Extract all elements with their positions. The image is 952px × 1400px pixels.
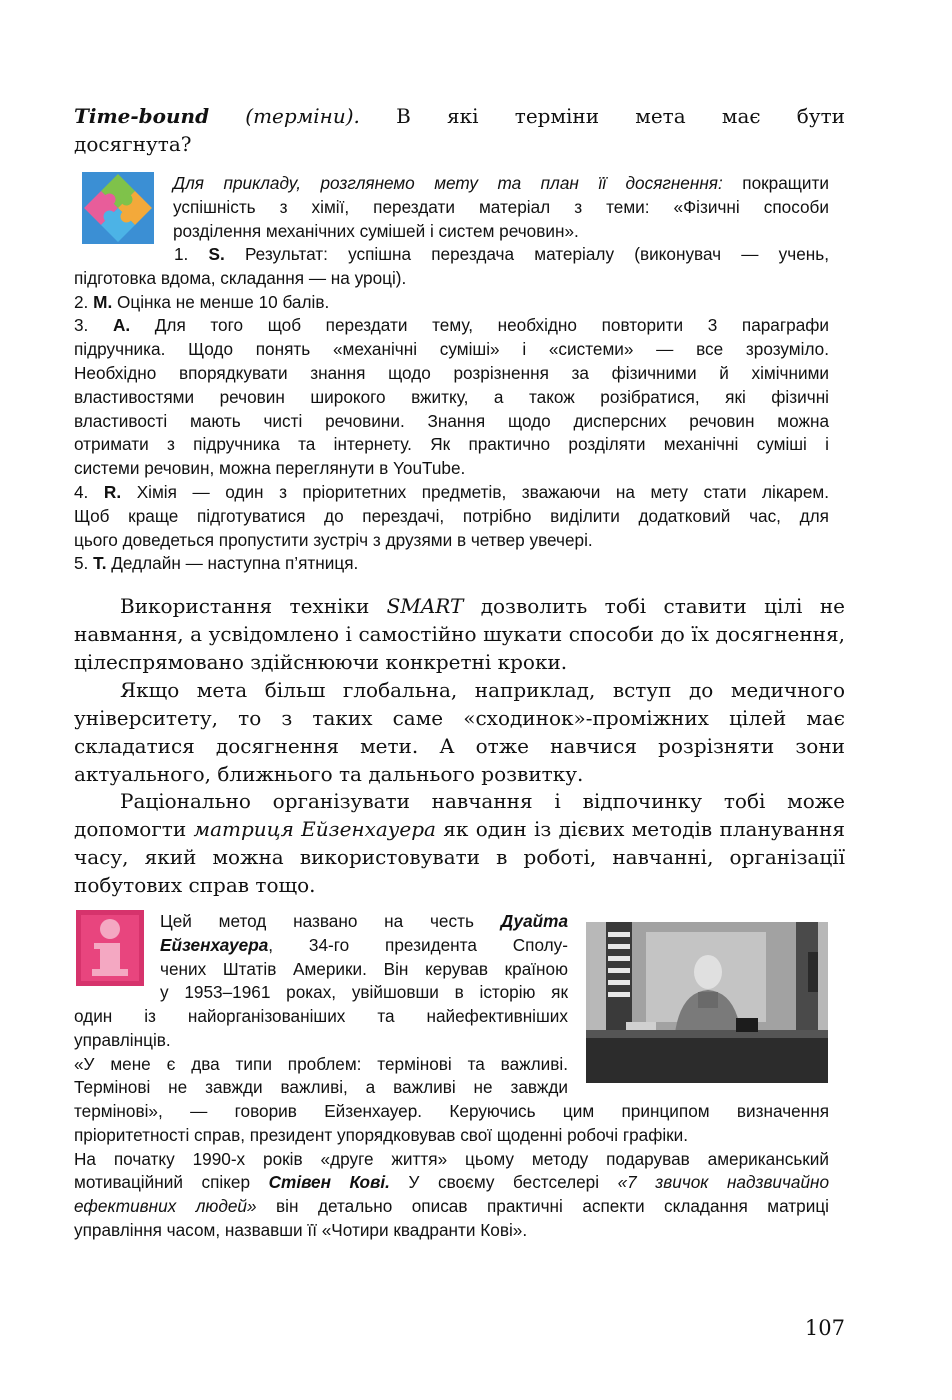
info-text-middle: один із найорганізованіших та найефективніших управлінців. «У мене є два типи проблем: термінові та важливі. Термінові не завжди важливі, а важливі не завжди <box>74 1006 568 1098</box>
eisenhower-surname: Ейзенхауера <box>160 934 269 955</box>
list-item-4-cont: Щоб краще підготуватися до перездачі, потрібно виділити додатковий час, для <box>74 505 829 526</box>
time-bound-paren: (терміни). <box>245 104 360 128</box>
time-bound-question-2: досягнута? <box>74 132 192 156</box>
global-goal-paragraph: Якщо мета більш глобальна, наприклад, вступ до медичного університету, то з таких саме «сходинок»-проміжних цілей має складатися досягнення мети. А отже навчися розрізняти зони актуального, ближнього та дальнього розвитку. <box>74 678 845 786</box>
info-icon <box>76 910 144 986</box>
list-item-1-cont: підготовка вдома, складання — на уроці). <box>74 267 407 288</box>
list-item-4: 4. R. Хімія — один з пріоритетних предметів, зважаючи на мету стати лікарем. <box>74 481 830 502</box>
list-item-3-cont: підручника. Щодо понять «механічні суміші» і «системи» — все зрозуміло. <box>74 339 829 360</box>
list-item-2: 2. M. Оцінка не менше 10 балів. <box>74 291 330 312</box>
covey-name: Стівен Кові. <box>268 1172 390 1193</box>
example-list <box>74 243 829 576</box>
list-item-5: 5. T. Дедлайн — наступна п’ятниця. <box>74 553 359 574</box>
book-title: «7 звичок надзвичайно <box>617 1172 830 1193</box>
eisenhower-photo <box>586 922 828 1083</box>
list-item-3-cont: Необхідно впорядкувати знання щодо розрізнення за фізичними й хімічними <box>74 362 829 383</box>
smart-term: SMART <box>386 594 464 618</box>
list-item-1: 1. S. Результат: успішна перездача матеріалу (виконувач — учень, <box>174 244 829 264</box>
time-bound-question-1: В які терміни мета має бути <box>396 104 845 128</box>
eisenhower-name: Дуайта <box>500 911 569 931</box>
example-line-2: успішність з хімії, перездати матеріал з теми: «Фізичні способи <box>173 196 829 217</box>
list-item-3-cont: системи речовин, можна переглянути в YouTube. <box>74 458 466 479</box>
smart-paragraph: Використання техніки SMART дозволить тобі ставити цілі не навмання, а усвідомлено і самостійно шукати способи до їх досягнення, цілеспрямовано здійснюючи конкретні кроки. <box>74 594 845 674</box>
list-item-3: 3. A. Для того щоб перездати тему, необхідно повторити 3 параграфи <box>74 315 829 336</box>
list-item-3-cont: властивості мають чисті речовини. Знання щодо дисперсних речовин можна <box>74 410 829 431</box>
list-item-3-cont: отримати з підручника та інтернету. Як практично розділяти механічні суміші і <box>74 434 829 455</box>
info-text-top: Цей метод названо на честь Дуайта Ейзенхауера, 34-го президента Сполу- чених Штатів Америки. Він керував країною у 1953–1961 роках, увійшовши в історію як <box>160 911 569 1003</box>
info-text-bottom: термінові», — говорив Ейзенхауер. Керуючись цим принципом визначення пріоритетності справ, президент упорядковував свої щоденні робочі графіки. На початку 1990-х років «друге життя» цьому методу подарував американський мотиваційний спікер Стівен Кові. У своєму бестселері «7 звичок надзвичайно ефективних людей» він детально описав практичні аспекти складання матриці управління часом, назвавши її «Чотири квадранти Кові». <box>74 1101 830 1240</box>
list-item-3-cont: властивостями речовин широкого вжитку, а також розібратися, які фізичні <box>74 386 829 407</box>
list-item-4-cont: цього доведеться пропустити зустріч з друзями в четвер увечері. <box>74 529 593 550</box>
time-bound-paragraph <box>74 102 845 158</box>
example-intro-italic: Для прикладу, розглянемо мету та план її досягнення: <box>173 173 723 193</box>
puzzle-icon <box>80 170 156 246</box>
page-number: 107 <box>804 1316 845 1340</box>
time-bound-term: Time-bound <box>74 104 210 128</box>
book-title-cont: ефективних людей» <box>74 1196 257 1217</box>
example-line-3: розділення механічних сумішей і систем речовин». <box>173 220 579 241</box>
example-intro <box>173 172 829 243</box>
example-intro-rest: покращити <box>742 173 829 193</box>
matrix-term: матриця Ейзенхауера <box>193 817 436 841</box>
matrix-paragraph: Раціонально організувати навчання і відпочинку тобі може допомогти матриця Ейзенхауера як один із дієвих методів планування часу, який можна використовувати в роботі, навчанні, організації побутових справ тощо. <box>74 789 846 897</box>
